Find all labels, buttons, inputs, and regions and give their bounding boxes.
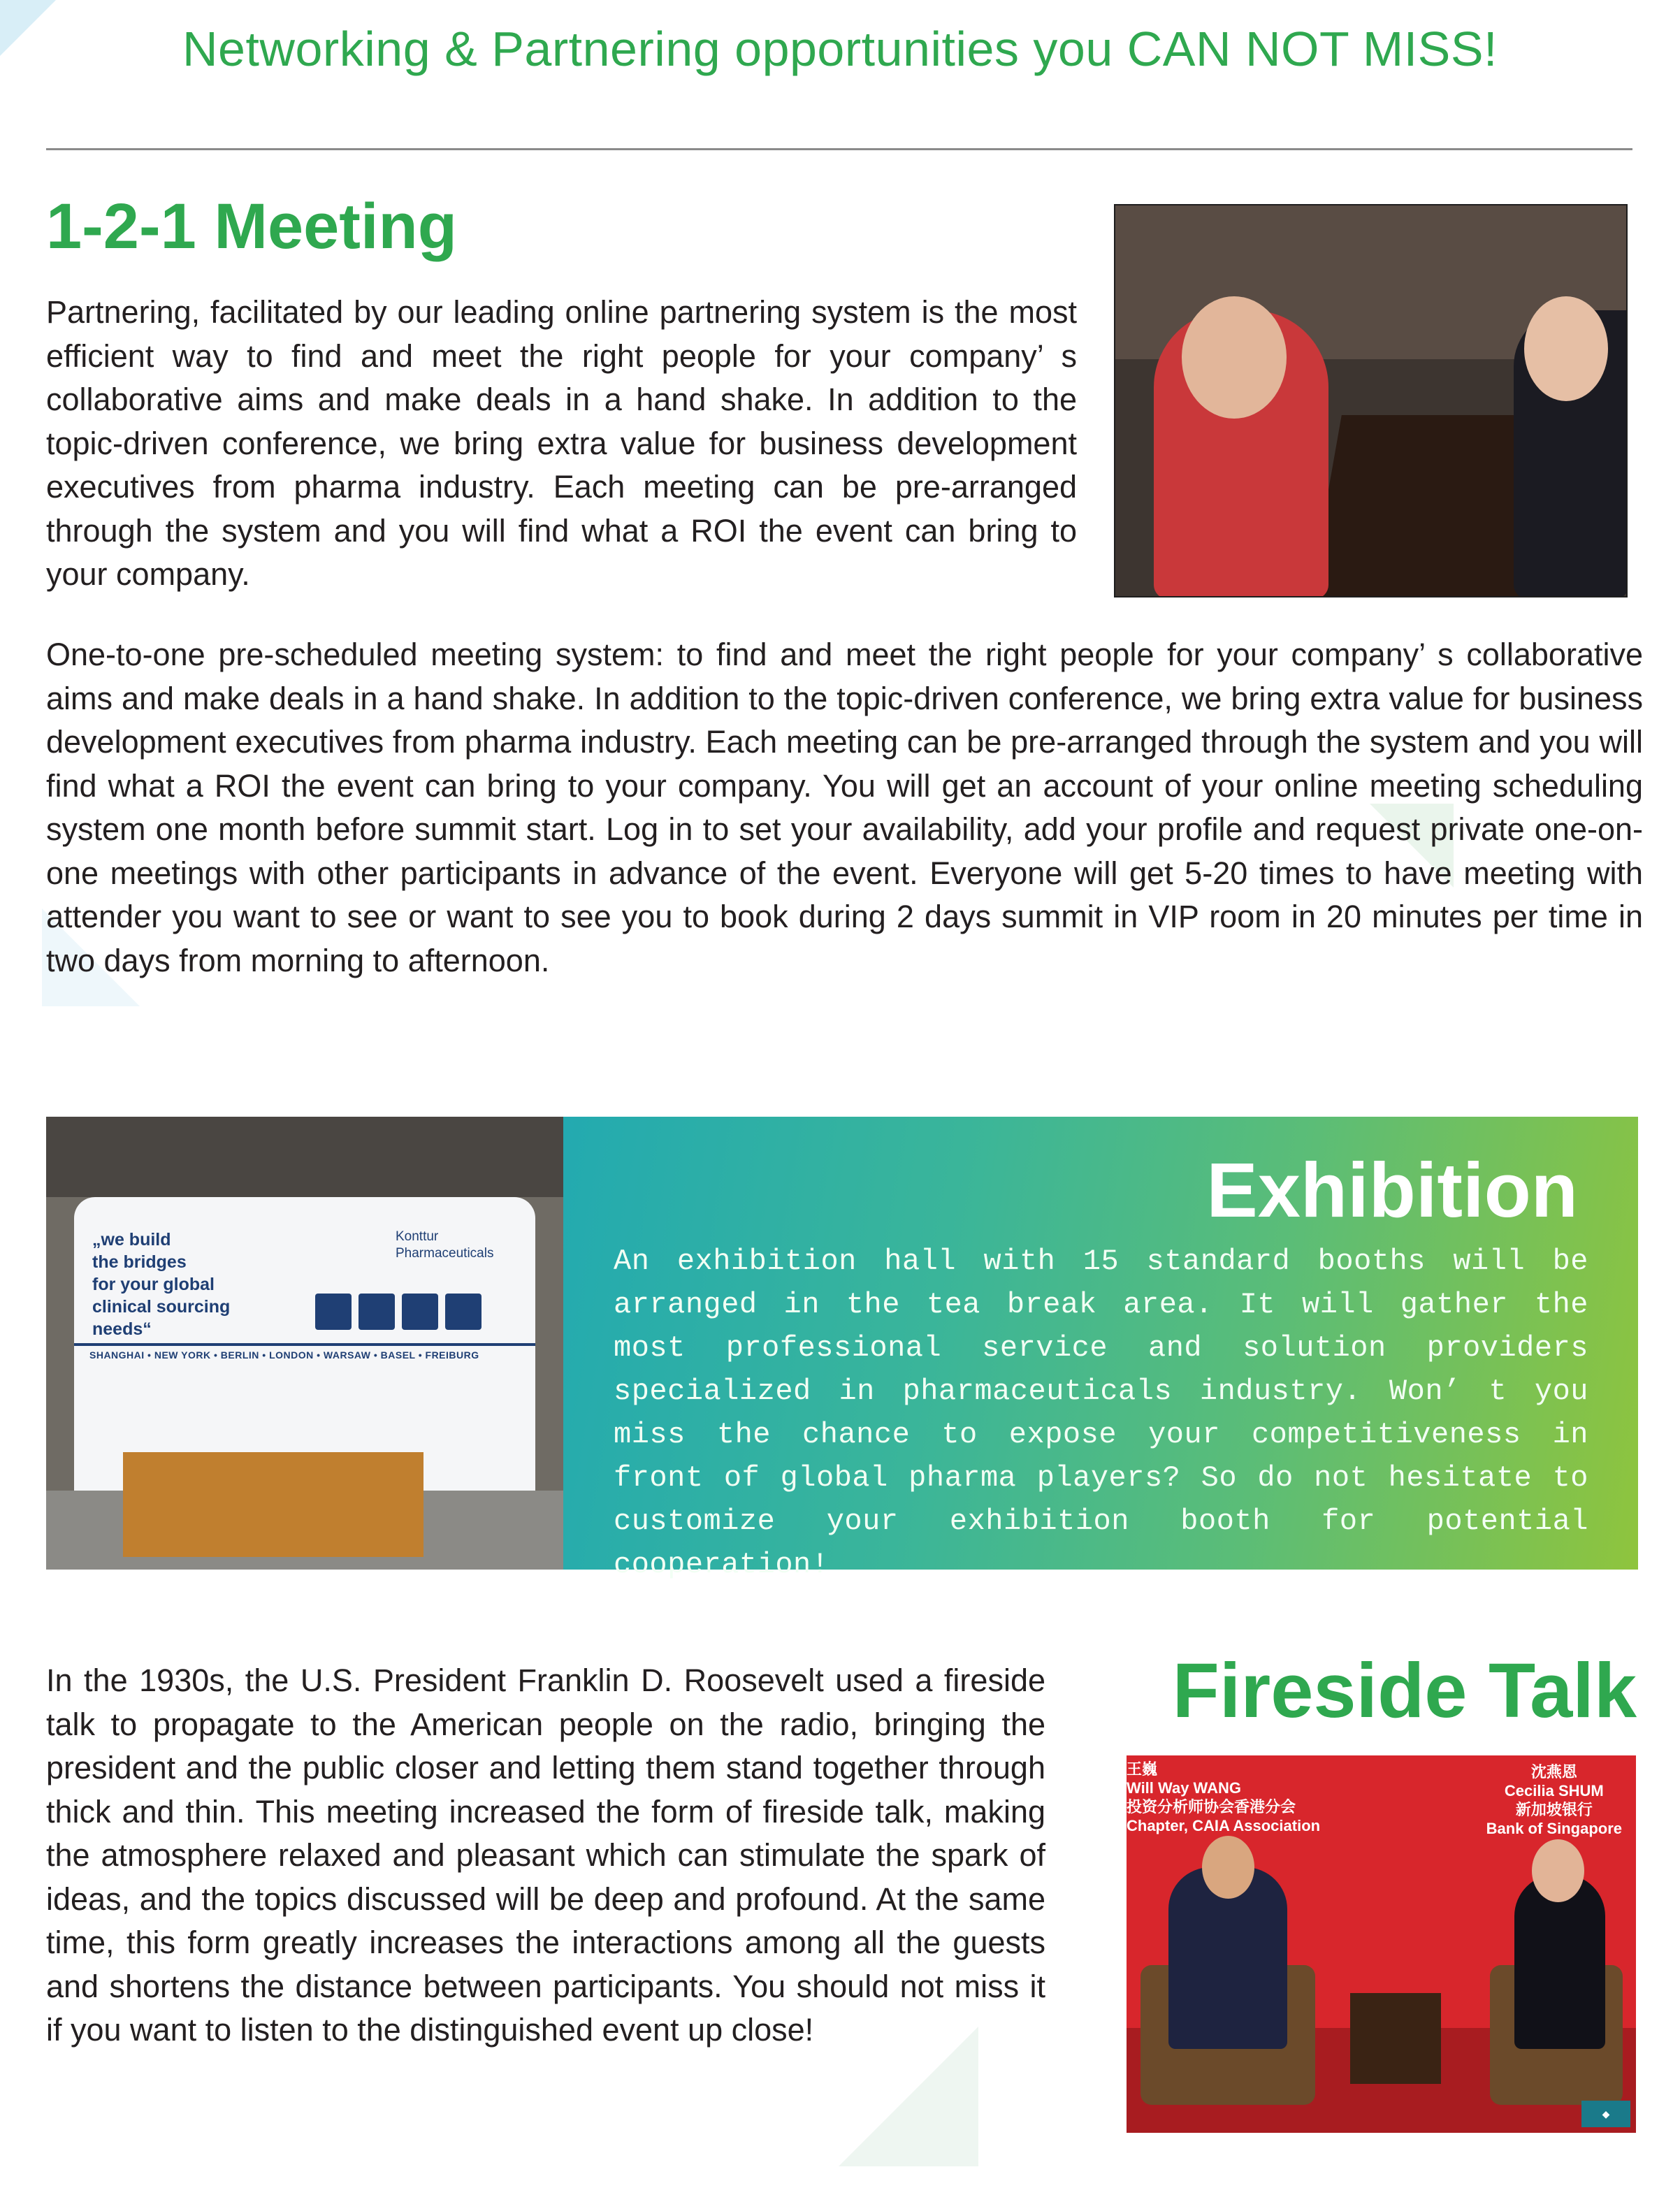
page-title: Networking & Partnering opportunities you CAN NOT MISS!	[182, 22, 1498, 76]
fireside-speaker-right-caption: 沈燕恩 Cecilia SHUM 新加坡银行 Bank of Singapore	[1486, 1763, 1622, 1837]
exhibition-heading: Exhibition	[1206, 1147, 1578, 1233]
meeting-photo	[1114, 204, 1628, 597]
meeting-heading: 1-2-1 Meeting	[46, 191, 457, 262]
booth-icon	[402, 1294, 438, 1330]
exhibition-text: An exhibition hall with 15 standard booths will be arranged in the tea break area. It will gather the most professional service and solution providers specialized in pharmaceuticals industry. Won’ t you miss the chance to expose your competitiveness in front of global pharma players? So do not hesitate to customize your exhibition booth for potential cooperation!	[614, 1245, 1588, 1581]
exhibition-booth-photo	[46, 1117, 563, 1570]
booth-company-logo: Konttur Pharmaceuticals	[396, 1229, 494, 1261]
fireside-side-table	[1350, 1993, 1441, 2084]
booth-icon	[445, 1294, 481, 1330]
fireside-paragraph: In the 1930s, the U.S. President Franklin D. Roosevelt used a fireside talk to propagate to the American people on the radio, bringing the president and the public closer and letting them stand together through thick and thin. This meeting increased the form of fireside talk, making the atmosphere relaxed and pleasant which can stimulate the spark of ideas, and the topics discussed will be deep and profound. At the same time, this form greatly increases the interactions among all the guests and shortens the distance between participants. You should not miss it if you want to listen to the distinguished event up close!	[46, 1662, 1045, 2048]
title-divider	[46, 148, 1632, 150]
booth-cities: SHANGHAI • NEW YORK • BERLIN • LONDON • WARSAW • BASEL • FREIBURG	[89, 1349, 479, 1361]
fireside-heading: Fireside Talk	[1172, 1648, 1637, 1734]
exhibition-panel	[563, 1117, 1638, 1581]
fireside-speaker-right-head	[1532, 1839, 1584, 1902]
meeting-detail-paragraph: One-to-one pre-scheduled meeting system: to find and meet the right people for your company’ s collaborative aims and make deals in a hand shake. In addition to the topic-driven conference, we bring extra value for business development executives from pharma industry. Each meeting can be pre-arranged through the system and you will find what a ROI the event can bring to your company. You will get an account of your online meeting scheduling system one month before summit start. Log in to set your availability, add your profile and request private one-on-one meetings with other participants in advance of the event. Everyone will get 5-20 times to have meeting with attender you want to see or want to see you to book during 2 days summit in VIP room in 20 minutes per time in two days from morning to afternoon.	[46, 637, 1643, 978]
booth-table	[123, 1452, 423, 1557]
booth-slogan: „we build the bridges for your global clinical sourcing needs“	[92, 1230, 231, 1339]
meeting-intro-paragraph: Partnering, facilitated by our leading online partnering system is the most efficient way to find and meet the right people for your company’ s collaborative aims and make deals in a hand shake. In addition to the topic-driven conference, we bring extra value for business development executives from pharma industry. Each meeting can be pre-arranged through the system and you will find what a ROI the event can bring to your company.	[46, 294, 1077, 592]
booth-icon	[315, 1294, 352, 1330]
booth-ceiling	[46, 1117, 563, 1197]
meeting-photo-woman-head	[1182, 296, 1287, 419]
fireside-speaker-left-head	[1202, 1836, 1254, 1899]
fireside-event-logo: ◆	[1581, 2101, 1630, 2127]
meeting-photo-man-head	[1524, 296, 1608, 401]
booth-icon-row	[315, 1294, 481, 1330]
fireside-speaker-left-caption: 王巍 Will Way WANG 投资分析师协会香港分会 Chapter, CAIA Association	[1127, 1760, 1321, 1834]
booth-band	[74, 1343, 535, 1346]
booth-icon	[359, 1294, 395, 1330]
fireside-photo	[1127, 1755, 1636, 2133]
